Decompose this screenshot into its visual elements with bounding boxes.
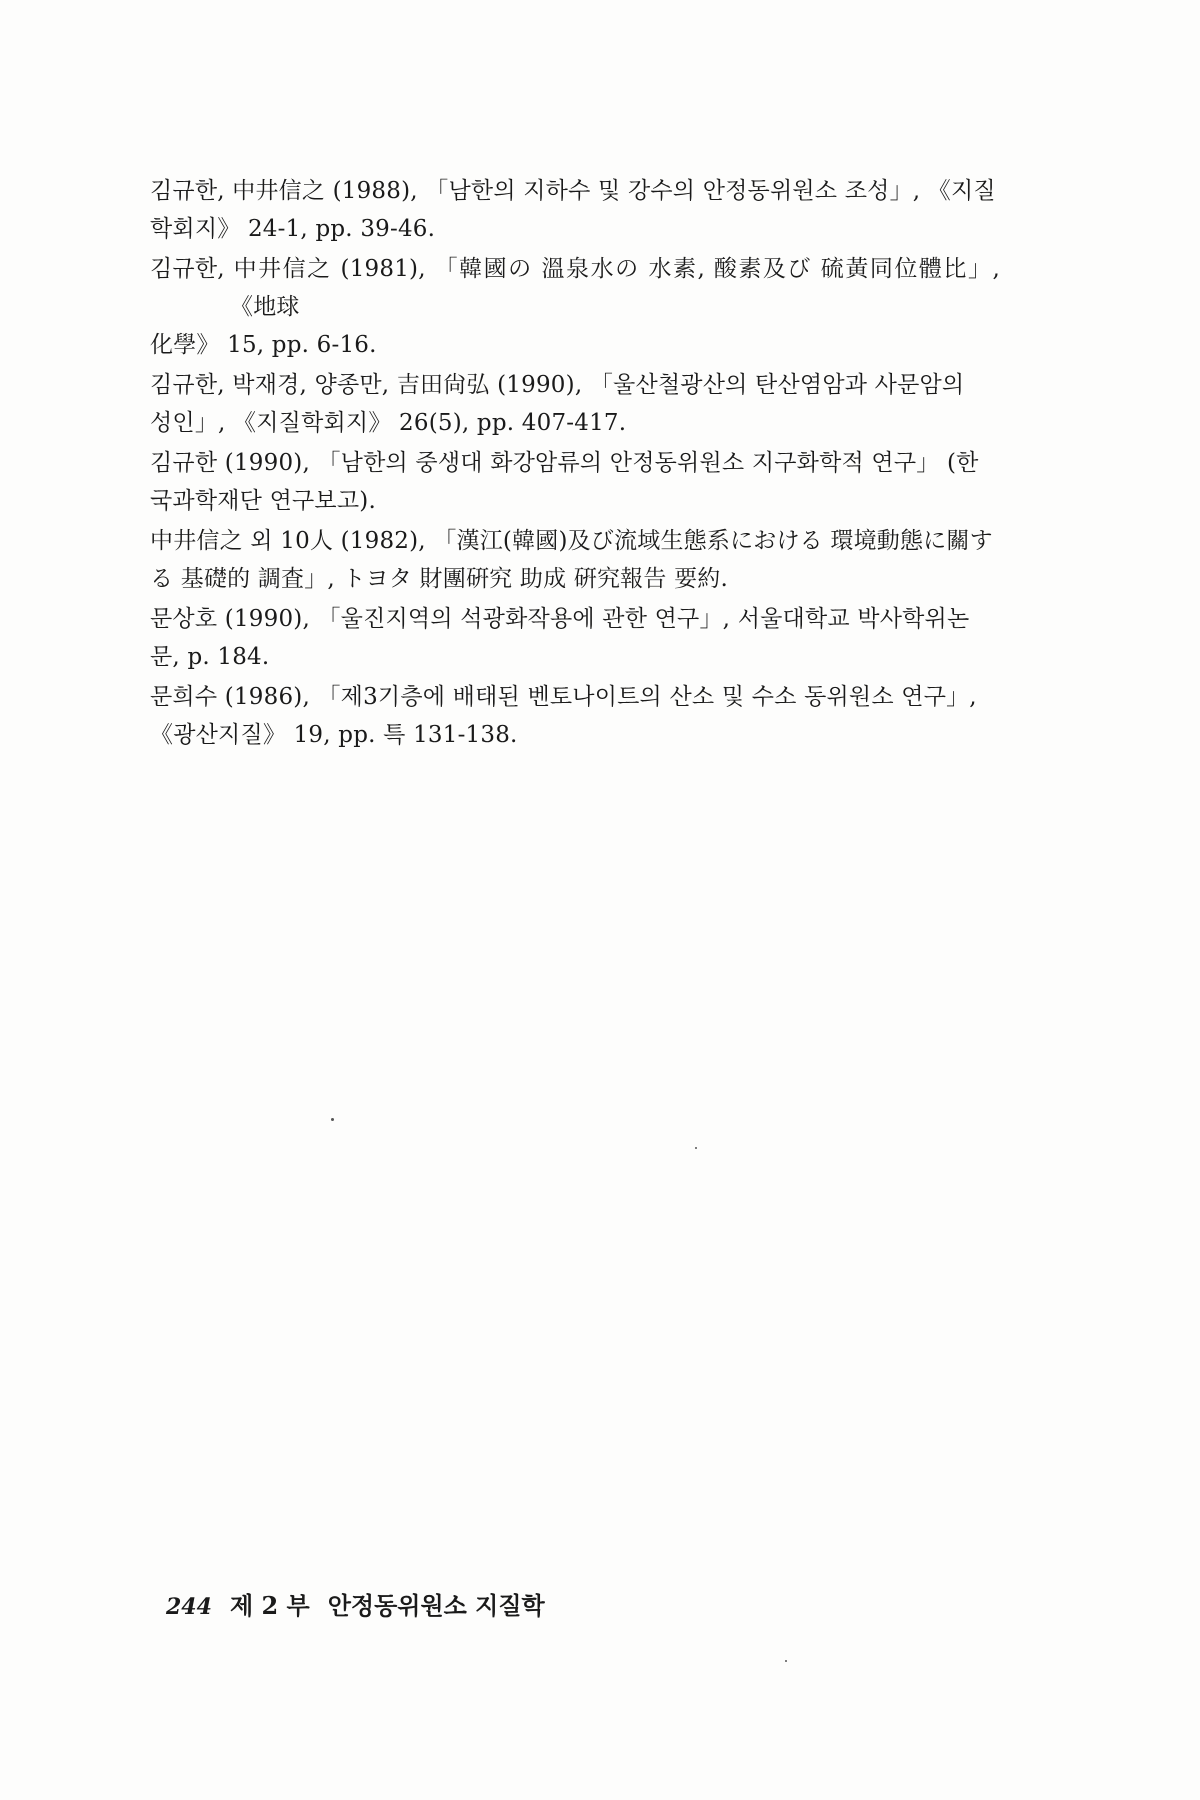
reference-line: 김규한, 中井信之 (1988), 「남한의 지하수 및 강수의 안정동위원소 조성」, 《지질 xyxy=(150,178,996,204)
reference-entry xyxy=(150,600,1000,676)
scan-speck xyxy=(695,1147,697,1149)
reference-line: る 基礎的 調査」, トヨタ 財團硏究 助成 硏究報告 要約. xyxy=(150,566,728,592)
reference-entry xyxy=(150,678,1000,754)
reference-entry xyxy=(150,522,1000,598)
reference-line: 김규한, 박재경, 양종만, 吉田尙弘 (1990), 「울산철광산의 탄산염암과 사문암의 xyxy=(150,372,965,398)
reference-entry xyxy=(150,366,1000,442)
reference-entry xyxy=(150,250,1000,364)
reference-line: 中井信之 외 10人 (1982), 「漢江(韓國)及び流域生態系における 環境動態に關す xyxy=(150,528,993,554)
reference-line: 化學》 15, pp. 6-16. xyxy=(150,332,377,358)
reference-line: 학회지》 24-1, pp. 39-46. xyxy=(150,216,436,242)
reference-line: 성인」, 《지질학회지》 26(5), pp. 407-417. xyxy=(150,410,627,436)
reference-entry xyxy=(150,444,1000,520)
reference-list xyxy=(150,172,1000,756)
reference-line: 문희수 (1986), 「제3기층에 배태된 벤토나이트의 산소 및 수소 동위원소 연구」, xyxy=(150,684,977,710)
page-number: 244 xyxy=(166,1594,212,1620)
reference-entry xyxy=(150,172,1000,248)
page-footer xyxy=(166,1586,545,1621)
reference-line: 문, p. 184. xyxy=(150,644,270,670)
reference-line: 국과학재단 연구보고). xyxy=(150,488,376,514)
part-label: 제 2 부 xyxy=(229,1591,310,1620)
chapter-title: 안정동위원소 지질학 xyxy=(327,1591,545,1620)
scan-speck xyxy=(785,1660,787,1662)
reference-line: 김규한 (1990), 「남한의 중생대 화강암류의 안정동위원소 지구화학적 연구」 (한 xyxy=(150,450,979,476)
scan-speck xyxy=(331,1118,334,1121)
reference-line: 《광산지질》 19, pp. 특 131-138. xyxy=(150,722,518,748)
reference-line: 문상호 (1990), 「울진지역의 석광화작용에 관한 연구」, 서울대학교 박사학위논 xyxy=(150,606,970,632)
reference-line: 김규한, 中井信之 (1981), 「韓國の 溫泉水の 水素, 酸素及び 硫黃同位體比」, 《地球 xyxy=(150,256,1000,320)
